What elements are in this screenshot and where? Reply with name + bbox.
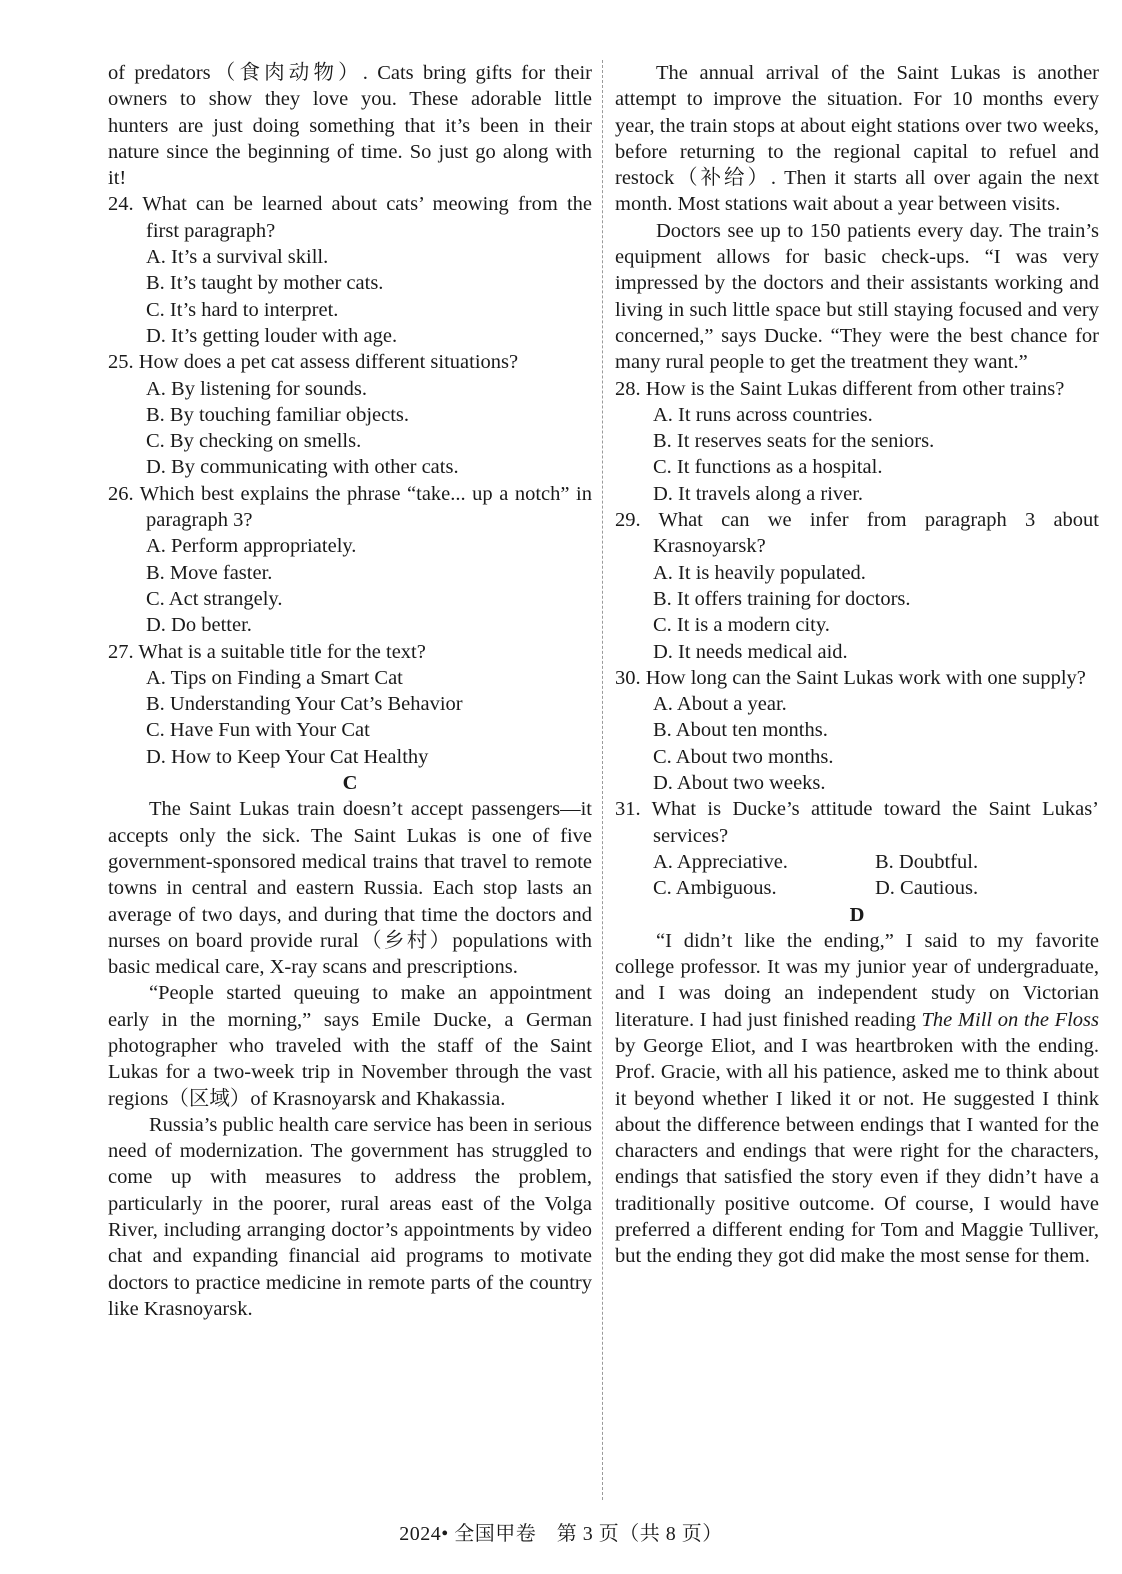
option-a: A. It’s a survival skill. <box>146 246 329 269</box>
column-divider <box>602 60 603 1500</box>
question-stem: 29. What can we infer from paragraph 3 about Krasnoyarsk? <box>615 509 1099 558</box>
question-24 <box>108 191 592 349</box>
question-31 <box>615 796 1099 901</box>
option-b: B. It reserves seats for the seniors. <box>653 430 935 453</box>
option-c: C. Act strangely. <box>146 587 283 610</box>
option-b: B. Doubtful. <box>875 850 979 873</box>
option-a: A. By listening for sounds. <box>146 377 367 400</box>
option-d: D. It’s getting louder with age. <box>146 324 398 347</box>
question-27 <box>108 639 592 770</box>
passage-d-paragraph-1 <box>615 928 1099 1270</box>
question-26 <box>108 481 592 639</box>
passage-d-text-part2: by George Eliot, and I was heartbroken with the ending. Prof. Gracie, with all his patience, asked me to think about it beyond whether I liked it or not. He suggested I think about the difference between endings that I wanted for the characters and endings that were right for the characters, endings that satisfied the story even if they didn’t have a traditionally positive outcome. Of course, I would have preferred a different ending for Tom and Maggie Tulliver, but the ending they got did make the most sense for them. <box>615 1034 1099 1268</box>
question-25 <box>108 349 592 480</box>
intro-paragraph: of predators（食肉动物）. Cats bring gifts for their owners to show they love you. These adorable little hunters are just doing something that it’s been in their nature since the beginning of time. So just go along with it! <box>108 62 592 190</box>
option-d: D. It travels along a river. <box>653 482 864 505</box>
question-30 <box>615 665 1099 796</box>
option-a: A. Appreciative. <box>653 850 788 873</box>
section-c-heading: C <box>342 772 358 795</box>
option-b: B. By touching familiar objects. <box>146 403 410 426</box>
option-c: C. It’s hard to interpret. <box>146 298 339 321</box>
passage-c-paragraph-2: “People started queuing to make an appointment early in the morning,” says Emile Ducke, a German photographer who traveled with the staff of the Saint Lukas for a two-week trip in November through the vast regions（区域）of Krasnoyarsk and Khakassia. <box>108 982 592 1110</box>
question-stem: 24. What can be learned about cats’ meowing from the first paragraph? <box>108 193 592 242</box>
passage-c-paragraph-5: Doctors see up to 150 patients every day. The train’s equipment allows for basic check-ups. “I was very impressed by the doctors and their assistants working and living in such little space but still staying focused and very concerned,” says Ducke. “They were the best chance for many rural people to get the treatment they want.” <box>615 219 1099 374</box>
option-c: C. It functions as a hospital. <box>653 456 883 479</box>
question-stem: 31. What is Ducke’s attitude toward the Saint Lukas’ services? <box>615 798 1099 847</box>
question-28 <box>615 376 1099 507</box>
option-b: B. Move faster. <box>146 561 273 584</box>
question-stem: 27. What is a suitable title for the text? <box>108 640 426 663</box>
option-b: B. About ten months. <box>653 719 828 742</box>
left-column <box>108 60 592 1322</box>
section-d-heading: D <box>849 903 865 926</box>
option-d: D. How to Keep Your Cat Healthy <box>146 745 429 768</box>
passage-d-text-part1: “I didn’t like the ending,” I said to my favorite college professor. It was my junior year of undergraduate, and I was doing an independent study on Victorian literature. I had just finished reading <box>615 929 1099 1031</box>
options-row <box>615 875 1099 901</box>
options-row <box>615 849 1099 875</box>
option-d: D. It needs medical aid. <box>653 640 848 663</box>
question-stem: 28. How is the Saint Lukas different from other trains? <box>615 377 1065 400</box>
passage-c-paragraph-4: The annual arrival of the Saint Lukas is another attempt to improve the situation. For 10 months every year, the train stops at about eight stations over two weeks, before returning to the regional capital to refuel and restock（补给）. Then it starts all over again the next month. Most stations wait about a year between visits. <box>615 62 1099 216</box>
option-a: A. About a year. <box>653 693 787 716</box>
question-stem: 25. How does a pet cat assess different situations? <box>108 351 519 374</box>
option-c: C. Have Fun with Your Cat <box>146 719 370 742</box>
option-a: A. Perform appropriately. <box>146 535 357 558</box>
option-d: D. Do better. <box>146 614 252 637</box>
passage-c-paragraph-3: Russia’s public health care service has been in serious need of modernization. The government has struggled to come up with measures to address the problem, particularly in the poorer, rural areas east of the Volga River, including arranging doctor’s appointments by video chat and expanding financial aid programs to motivate doctors to practice medicine in remote parts of the country like Krasnoyarsk. <box>108 1113 592 1320</box>
book-title: The Mill on the Floss <box>921 1008 1099 1031</box>
option-c: C. By checking on smells. <box>146 430 362 453</box>
option-a: A. It is heavily populated. <box>653 561 866 584</box>
option-b: B. Understanding Your Cat’s Behavior <box>146 693 463 716</box>
option-c: C. About two months. <box>653 745 834 768</box>
question-29 <box>615 507 1099 665</box>
option-b: B. It’s taught by mother cats. <box>146 272 384 295</box>
passage-c-paragraph-1: The Saint Lukas train doesn’t accept passengers—it accepts only the sick. The Saint Lukas is one of five government-sponsored medical trains that travel to remote towns in central and eastern Russia. Each stop lasts an average of two days, and during that time the doctors and nurses on board provide rural（乡村）populations with basic medical care, X-ray scans and prescriptions. <box>108 798 592 979</box>
right-column <box>615 60 1099 1270</box>
option-a: A. Tips on Finding a Smart Cat <box>146 666 403 689</box>
option-a: A. It runs across countries. <box>653 403 873 426</box>
page-footer: 2024• 全国甲卷 第 3 页（共 8 页） <box>399 1523 723 1545</box>
question-stem: 30. How long can the Saint Lukas work with one supply? <box>615 666 1086 689</box>
option-d: D. About two weeks. <box>653 772 826 795</box>
option-c: C. It is a modern city. <box>653 614 830 637</box>
option-b: B. It offers training for doctors. <box>653 587 911 610</box>
option-c: C. Ambiguous. <box>653 877 777 900</box>
option-d: D. By communicating with other cats. <box>146 456 459 479</box>
question-stem: 26. Which best explains the phrase “take... up a notch” in paragraph 3? <box>108 482 592 532</box>
option-d: D. Cautious. <box>875 877 979 900</box>
